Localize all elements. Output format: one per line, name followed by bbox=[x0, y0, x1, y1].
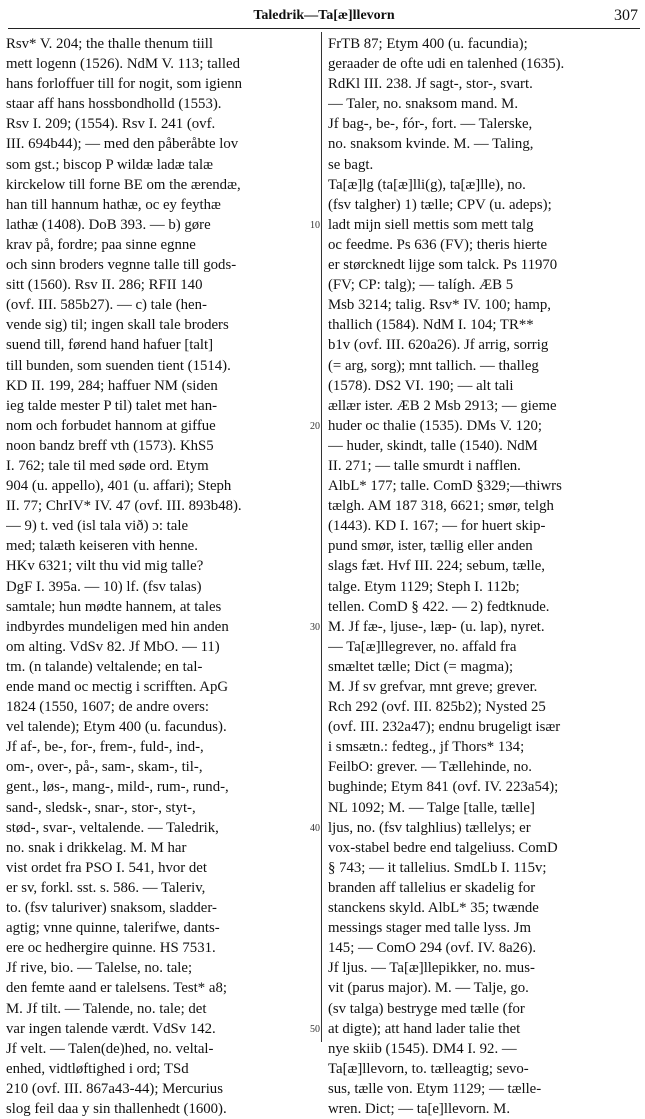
text-line: Jf af-, be-, for-, frem-, fuld-, ind-, bbox=[6, 739, 204, 756]
page-header bbox=[8, 6, 640, 29]
text-line: ieg talde mester P til) talet met han- bbox=[6, 397, 218, 414]
text-line: M. Jf fæ-, ljuse-, læp- (u. lap), nyret. bbox=[328, 618, 545, 635]
text-line: (ovf. III. 232a47); endnu brugeligt især bbox=[328, 719, 561, 736]
text-line: stød-, svar-, veltalende. — Taledrik, bbox=[6, 819, 219, 836]
text-line: (= arg, sorg); mnt tallich. — thalleg bbox=[328, 357, 539, 374]
text-line: vel talende); Etym 400 (u. facundus). bbox=[6, 719, 227, 736]
text-line: till bunden, som suenden tient (1514). bbox=[6, 357, 231, 374]
text-line: vist ordet fra PSO I. 541, hvor det bbox=[6, 859, 207, 876]
text-line: Rsv I. 209; (1554). Rsv I. 241 (ovf. bbox=[6, 116, 216, 133]
text-line: messings stager med talle lyss. Jm bbox=[328, 920, 532, 937]
text-line: talge. Etym 1129; Steph I. 112b; bbox=[328, 578, 520, 595]
text-line: AlbL* 177; talle. ComD §329;—thiwrs bbox=[328, 478, 562, 495]
text-line: som gst.; biscop P wildæ ladæ talæ bbox=[6, 156, 214, 173]
line-number: 50 bbox=[310, 1023, 320, 1035]
text-line: branden aff tallelius er skadelig for bbox=[328, 879, 536, 896]
text-line: noon bandz breff vth (1573). KhS5 bbox=[6, 437, 214, 454]
text-line: han till hannum hathæ, oc ey feythæ bbox=[6, 196, 221, 213]
text-line: den femte aand er talelsens. Test* a8; bbox=[6, 980, 227, 997]
text-line: ere oc hedhergire quinne. HS 7531. bbox=[6, 940, 216, 957]
text-line: vox-stabel bedre end talgeliuss. ComD bbox=[328, 839, 558, 856]
text-line: NL 1092; M. — Talge [talle, tælle] bbox=[328, 799, 535, 816]
text-line: sand-, sledsk-, snar-, stor-, styt-, bbox=[6, 799, 196, 816]
text-line: Jf ljus. — Ta[æ]llepikker, no. mus- bbox=[328, 960, 535, 977]
text-line: om alting. VdSv 82. Jf MbO. — 11) bbox=[6, 638, 220, 655]
text-line: Rch 292 (ovf. III. 825b2); Nysted 25 bbox=[328, 699, 546, 716]
text-line: to. (fsv taluriver) snaksom, sladder- bbox=[6, 900, 217, 917]
text-line: geraader de ofte udi en talenhed (1635). bbox=[328, 56, 565, 73]
text-line: — 9) t. ved (isl tala við) ɔ: tale bbox=[6, 518, 189, 535]
text-line: (FV; CP: talg); — talígh. ÆB 5 bbox=[328, 277, 514, 294]
page-number: 307 bbox=[614, 7, 638, 24]
text-line: enhed, vidtløftighed i ord; TSd bbox=[6, 1060, 189, 1077]
text-line: sus, tælle von. Etym 1129; — tælle- bbox=[328, 1080, 542, 1097]
text-line: tælgh. AM 187 318, 6621; smør, telgh bbox=[328, 498, 554, 515]
text-line: — huder, skindt, talle (1540). NdM bbox=[328, 437, 538, 454]
text-line: KD II. 199, 284; haffuer NM (siden bbox=[6, 377, 218, 394]
text-line: Jf bag-, be-, fór-, fort. — Talerske, bbox=[328, 116, 533, 133]
text-line: ljus, no. (fsv talghlius) tællelys; er bbox=[328, 819, 531, 836]
text-line: II. 77; ChrIV* IV. 47 (ovf. III. 893b48). bbox=[6, 498, 242, 515]
text-line: slog feil daa y sin thallenhedt (1600). bbox=[6, 1100, 227, 1117]
text-line: huder oc thalie (1535). DMs V. 120; bbox=[328, 417, 542, 434]
column-divider bbox=[321, 32, 322, 1042]
text-line: nye skiib (1545). DM4 I. 92. — bbox=[328, 1040, 517, 1057]
text-line: tm. (n talande) veltalende; en tal- bbox=[6, 658, 203, 675]
line-number: 20 bbox=[310, 420, 320, 432]
text-line: II. 271; — talle smurdt i nafflen. bbox=[328, 457, 521, 474]
text-line: wren. Dict; — ta[e]llevorn. M. bbox=[328, 1100, 511, 1117]
text-line: I. 762; tale til med søde ord. Etym bbox=[6, 457, 209, 474]
text-line: M. Jf sv grefvar, mnt greve; grever. bbox=[328, 679, 538, 695]
text-line: III. 694b44); — med den påberåbte lov bbox=[6, 136, 239, 153]
text-line: tellen. ComD § 422. — 2) fedtknude. bbox=[328, 598, 550, 615]
text-line: hans forloffuer till for nogit, som igienn bbox=[6, 76, 243, 93]
text-line: suend till, førend hand hafuer [talt] bbox=[6, 337, 214, 354]
text-line: krav på, fordre; paa sinne egnne bbox=[6, 236, 196, 253]
text-line: b1v (ovf. III. 620a26). Jf arrig, sorrig bbox=[328, 337, 549, 354]
text-line: gent., løs-, mang-, mild-, rum-, rund-, bbox=[6, 779, 229, 796]
text-line: med; talæth keiseren vith henne. bbox=[6, 538, 198, 555]
text-line: oc feedme. Ps 636 (FV); theris hierte bbox=[328, 236, 548, 253]
text-line: Jf velt. — Talen(de)hed, no. veltal- bbox=[6, 1040, 214, 1057]
text-line: agtig; vnne quinne, talerifwe, dants- bbox=[6, 920, 220, 937]
text-line: RdKl III. 238. Jf sagt-, stor-, svart. bbox=[328, 76, 533, 93]
text-line: Ta[æ]lg (ta[æ]lli(g), ta[æ]lle), no. bbox=[328, 176, 526, 193]
line-number: 40 bbox=[310, 822, 320, 834]
text-line: om-, over-, på-, sam-, skam-, til-, bbox=[6, 759, 203, 776]
line-number: 30 bbox=[310, 621, 320, 633]
text-line: HKv 6321; vilt thu vid mig talle? bbox=[6, 558, 204, 575]
text-line: — Ta[æ]llegrever, no. affald fra bbox=[328, 638, 517, 655]
text-line: staar aff hans hossbondholld (1553). bbox=[6, 96, 222, 113]
text-line: 904 (u. appello), 401 (u. affari); Steph bbox=[6, 478, 232, 495]
text-line: er størcknedt lijge som talck. Ps 11970 bbox=[328, 257, 558, 274]
text-line: ende mand oc mectig i scrifften. ApG bbox=[6, 679, 229, 695]
text-line: ladt mijn siell mettis som mett talg bbox=[328, 216, 534, 233]
text-line: indbyrdes mundeligen med hin anden bbox=[6, 618, 229, 635]
text-line: lathæ (1408). DoB 393. — b) gøre bbox=[6, 216, 211, 233]
text-line: (ovf. III. 585b27). — c) tale (hen- bbox=[6, 297, 207, 314]
text-line: nom och forbudet hannom at giffue bbox=[6, 417, 216, 434]
text-line: DgF I. 395a. — 10) lf. (fsv talas) bbox=[6, 578, 202, 595]
text-line: er sv, forkl. sst. s. 586. — Taleriv, bbox=[6, 879, 206, 896]
text-line: se bagt. bbox=[328, 156, 374, 173]
text-line: (sv talga) bestryge med tælle (for bbox=[328, 1000, 525, 1017]
text-line: och sinn broders vegnne talle till gods- bbox=[6, 257, 237, 274]
text-line: vende sig) til; ingen skall tale broders bbox=[6, 317, 229, 334]
text-line: samtale; hun mødte hannem, at tales bbox=[6, 598, 222, 615]
text-line: no. snak i drikkelag. M. M har bbox=[6, 839, 187, 856]
running-head: Taledrik—Ta[æ]llevorn bbox=[253, 8, 395, 23]
text-line: i smsætn.: fedteg., jf Thors* 134; bbox=[328, 739, 525, 756]
text-line: smæltet tælle; Dict (= magma); bbox=[328, 658, 514, 675]
text-line: Msb 3214; talig. Rsv* IV. 100; hamp, bbox=[328, 297, 551, 314]
left-column bbox=[6, 34, 312, 1119]
text-line: ællær ister. ÆB 2 Msb 2913; — gieme bbox=[328, 397, 557, 414]
text-line: vit (parus major). M. — Talje, go. bbox=[328, 980, 529, 997]
text-line: Rsv* V. 204; the thalle thenum tiill bbox=[6, 36, 214, 52]
text-line: thallich (1584). NdM I. 104; TR** bbox=[328, 317, 534, 334]
right-column bbox=[328, 34, 634, 1119]
text-line: (fsv talgher) 1) tælle; CPV (u. adeps); bbox=[328, 196, 552, 213]
text-line: no. snaksom kvinde. M. — Taling, bbox=[328, 136, 534, 153]
text-line: slags fæt. Hvf III. 224; sebum, tælle, bbox=[328, 558, 545, 575]
text-line: at digte); att hand lader talie thet bbox=[328, 1020, 521, 1037]
text-line: Jf rive, bio. — Talelse, no. tale; bbox=[6, 960, 193, 977]
text-line: mett logenn (1526). NdM V. 113; talled bbox=[6, 56, 240, 73]
text-line: M. Jf tilt. — Talende, no. tale; det bbox=[6, 1000, 207, 1017]
text-line: var ingen talende værdt. VdSv 142. bbox=[6, 1020, 216, 1037]
text-line: § 743; — it tallelius. SmdLb I. 115v; bbox=[328, 859, 547, 876]
text-line: stanckens skyld. AlbL* 35; twænde bbox=[328, 900, 539, 917]
text-line: — Taler, no. snaksom mand. M. bbox=[328, 96, 519, 113]
text-line: (1578). DS2 VI. 190; — alt tali bbox=[328, 377, 514, 394]
line-number: 10 bbox=[310, 219, 320, 231]
text-line: 1824 (1550, 1607; de andre overs: bbox=[6, 699, 210, 716]
text-line: FeilbO: grever. — Tællehinde, no. bbox=[328, 759, 532, 776]
text-line: (1443). KD I. 167; — for huert skip- bbox=[328, 518, 546, 535]
text-line: pund smør, ister, tællig eller anden bbox=[328, 538, 533, 555]
text-line: 210 (ovf. III. 867a43-44); Mercurius bbox=[6, 1080, 223, 1097]
text-line: kirckelow till forne BE om the ærendæ, bbox=[6, 176, 241, 193]
text-line: FrTB 87; Etym 400 (u. facundia); bbox=[328, 36, 528, 52]
text-line: sitt (1560). Rsv II. 286; RFII 140 bbox=[6, 277, 203, 294]
text-line: bughinde; Etym 841 (ovf. IV. 223a54); bbox=[328, 779, 559, 796]
text-line: 145; — ComO 294 (ovf. IV. 8a26). bbox=[328, 940, 537, 957]
text-line: Ta[æ]llevorn, to. tælleagtig; sevo- bbox=[328, 1060, 529, 1077]
